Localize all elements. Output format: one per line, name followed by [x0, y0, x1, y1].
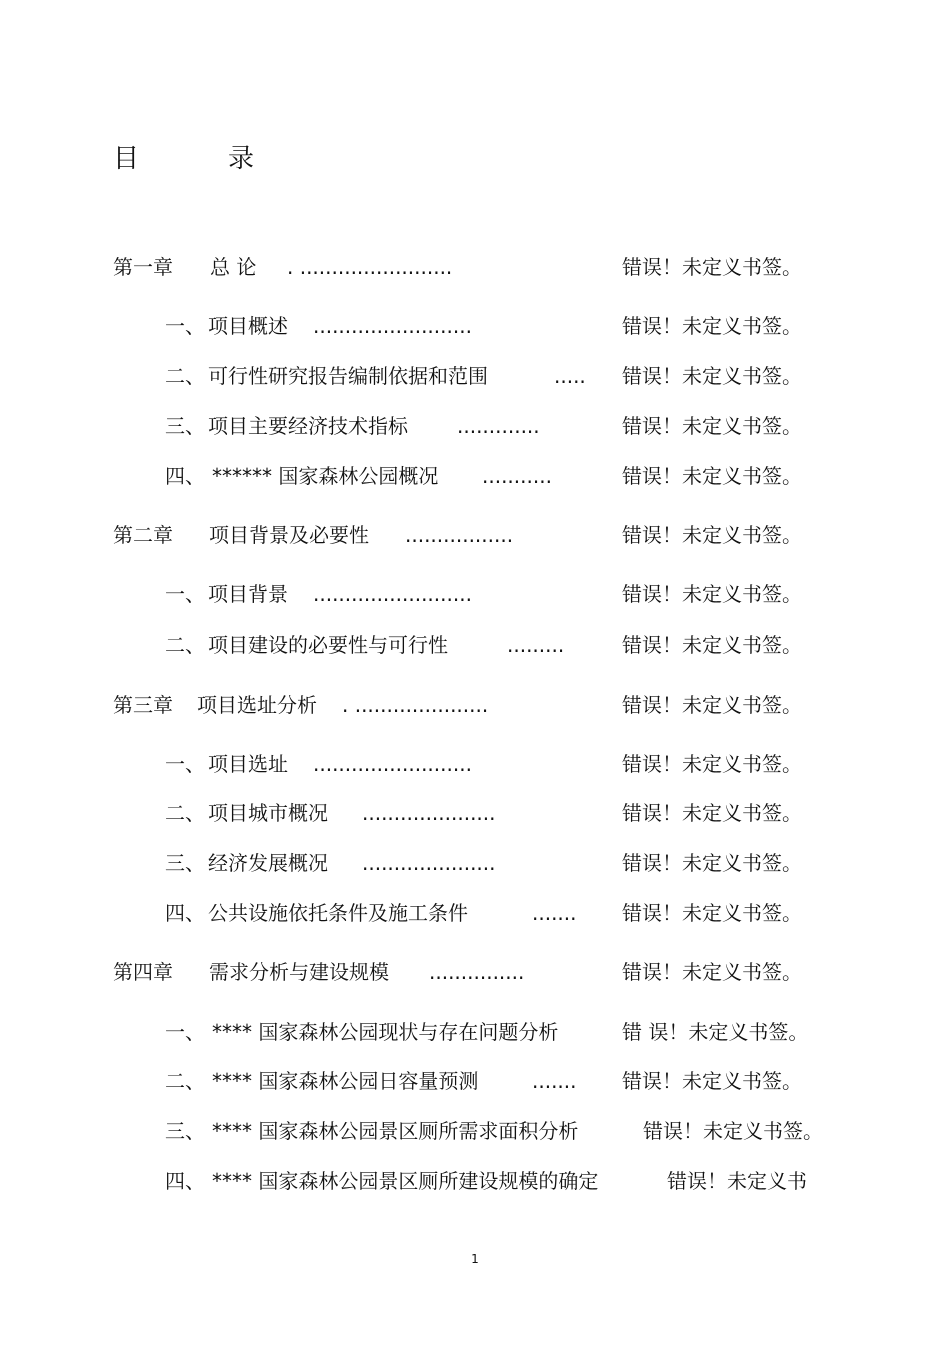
toc-entry-page-ref: 错误！未定义书签。 [622, 801, 802, 825]
toc-entry-number: 二、 [165, 364, 205, 388]
toc-entry-number: 四、 [165, 901, 205, 925]
toc-entry-number: 一、 [165, 314, 205, 338]
toc-entry-title: 项目选址分析 [197, 693, 317, 717]
toc-entry-page-ref: 错误！未定义书签。 [622, 901, 802, 925]
toc-entry-leader-dots: ............... [429, 960, 525, 984]
toc-entry-number: 二、 [165, 801, 205, 825]
toc-entry-number: 四、 [165, 464, 205, 488]
toc-entry-number: 二、 [165, 633, 205, 657]
toc-entry-1-2[interactable] [165, 361, 845, 391]
toc-entry-3-1[interactable] [165, 749, 845, 779]
toc-entry-1-3[interactable] [165, 411, 845, 441]
toc-entry-title: 项目主要经济技术指标 [208, 414, 408, 438]
toc-entry-leader-dots: ............. [457, 414, 540, 438]
toc-entry-3-3[interactable] [165, 848, 845, 878]
toc-entry-page-ref: 错误！未定义书签。 [622, 851, 802, 875]
toc-entry-title: 需求分析与建设规模 [209, 960, 389, 984]
toc-entry-chapter-4[interactable] [113, 957, 843, 987]
toc-entry-4-3[interactable] [165, 1116, 845, 1146]
toc-entry-title: 项目选址 [208, 752, 288, 776]
toc-entry-title: **** 国家森林公园日容量预测 [212, 1069, 479, 1093]
toc-entry-title: **** 国家森林公园景区厕所建设规模的确定 [212, 1169, 599, 1193]
toc-entry-4-2[interactable] [165, 1066, 845, 1096]
toc-entry-1-4[interactable] [165, 461, 845, 491]
toc-entry-leader-dots: ..................... [362, 851, 496, 875]
toc-entry-number: 一、 [165, 752, 205, 776]
toc-entry-page-ref: 错误！未定义书签。 [622, 693, 802, 717]
toc-entry-number: 第三章 [113, 693, 173, 717]
toc-entry-page-ref: 错 误！未定义书签。 [622, 1020, 809, 1044]
toc-entry-title: 项目建设的必要性与可行性 [208, 633, 448, 657]
toc-entry-page-ref: 错误！未定义书签。 [622, 582, 802, 606]
toc-entry-number: 二、 [165, 1069, 205, 1093]
toc-entry-leader-dots: ......................... [313, 752, 472, 776]
toc-entry-number: 三、 [165, 414, 205, 438]
toc-entry-title: 总 论 [210, 255, 257, 279]
toc-entry-number: 第二章 [113, 523, 173, 547]
toc-entry-page-ref: 错误！未定义书 [667, 1169, 807, 1193]
toc-entry-number: 第一章 [113, 255, 173, 279]
toc-entry-title: 项目城市概况 [208, 801, 328, 825]
toc-entry-title: 公共设施依托条件及施工条件 [208, 901, 468, 925]
toc-entry-page-ref: 错误！未定义书签。 [622, 633, 802, 657]
toc-title-char-2: 录 [228, 144, 255, 174]
toc-entry-leader-dots: ..................... [362, 801, 496, 825]
toc-entry-leader-dots: ......... [507, 633, 565, 657]
toc-entry-3-4[interactable] [165, 898, 845, 928]
toc-entry-leader-dots: ..... [554, 364, 586, 388]
toc-entry-title: 项目背景及必要性 [209, 523, 369, 547]
toc-entry-leader-dots: . ........................ [287, 255, 453, 279]
toc-entry-title: ****** 国家森林公园概况 [212, 464, 439, 488]
toc-entry-title: **** 国家森林公园景区厕所需求面积分析 [212, 1119, 579, 1143]
toc-entry-1-1[interactable] [165, 311, 845, 341]
toc-entry-chapter-3[interactable] [113, 690, 843, 720]
toc-entry-page-ref: 错误！未定义书签。 [622, 1069, 802, 1093]
toc-entry-number: 一、 [165, 582, 205, 606]
toc-entry-3-2[interactable] [165, 798, 845, 828]
toc-title-char-1: 目 [113, 144, 140, 174]
toc-entry-chapter-1[interactable] [113, 252, 843, 282]
toc-entry-page-ref: 错误！未定义书签。 [622, 752, 802, 776]
toc-entry-title: 经济发展概况 [208, 851, 328, 875]
toc-entry-number: 四、 [165, 1169, 205, 1193]
toc-entry-number: 第四章 [113, 960, 173, 984]
toc-entry-leader-dots: ......................... [313, 314, 472, 338]
toc-entry-number: 三、 [165, 851, 205, 875]
toc-entry-page-ref: 错误！未定义书签。 [622, 255, 802, 279]
toc-entry-leader-dots: . ..................... [342, 693, 489, 717]
toc-entry-leader-dots: ....... [532, 901, 577, 925]
toc-entry-4-4[interactable] [165, 1166, 845, 1196]
toc-entry-page-ref: 错误！未定义书签。 [622, 464, 802, 488]
toc-entry-title: 项目背景 [208, 582, 288, 606]
toc-entry-title: **** 国家森林公园现状与存在问题分析 [212, 1020, 559, 1044]
toc-entry-page-ref: 错误！未定义书签。 [622, 960, 802, 984]
toc-entry-2-1[interactable] [165, 579, 845, 609]
toc-entry-chapter-2[interactable] [113, 520, 843, 550]
toc-entry-page-ref: 错误！未定义书签。 [622, 523, 802, 547]
toc-entry-number: 三、 [165, 1119, 205, 1143]
toc-entry-page-ref: 错误！未定义书签。 [622, 364, 802, 388]
toc-entry-leader-dots: ....... [532, 1069, 577, 1093]
toc-entry-4-1[interactable] [165, 1017, 845, 1047]
toc-entry-leader-dots: ........... [482, 464, 552, 488]
toc-entry-title: 项目概述 [208, 314, 288, 338]
toc-entry-leader-dots: ................. [405, 523, 514, 547]
toc-entry-title: 可行性研究报告编制依据和范围 [208, 364, 488, 388]
toc-entry-leader-dots: ......................... [313, 582, 472, 606]
toc-entry-page-ref: 错误！未定义书签。 [643, 1119, 823, 1143]
page-number: 1 [471, 1252, 479, 1266]
toc-entry-number: 一、 [165, 1020, 205, 1044]
toc-entry-page-ref: 错误！未定义书签。 [622, 314, 802, 338]
toc-entry-page-ref: 错误！未定义书签。 [622, 414, 802, 438]
toc-entry-2-2[interactable] [165, 630, 845, 660]
